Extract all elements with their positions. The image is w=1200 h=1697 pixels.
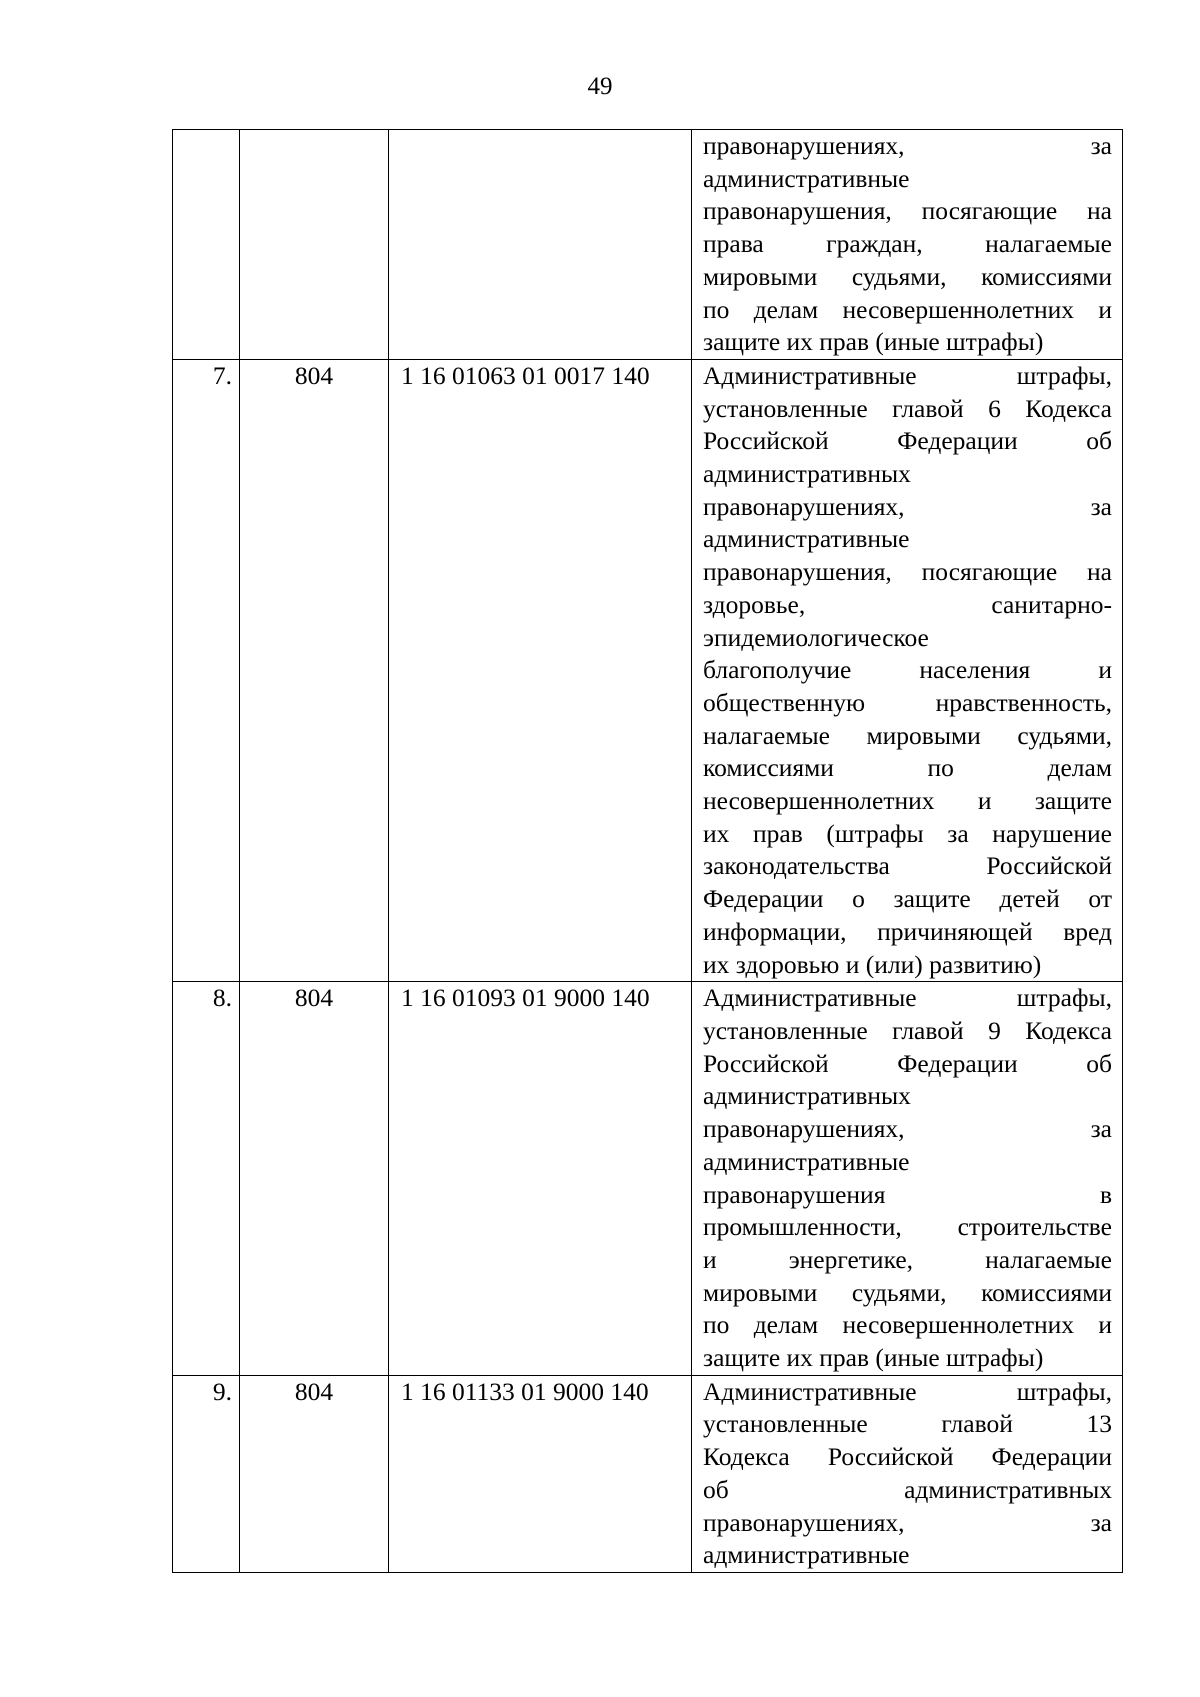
description-line: административные (703, 524, 910, 554)
row-number-cell: 7. (173, 359, 240, 981)
description-cell (692, 982, 1123, 1375)
description-line: правонарушения, посягающие на (703, 196, 1112, 226)
description-line: установленные главой 6 Кодекса (703, 393, 1112, 423)
budget-classification-code-cell (389, 130, 692, 360)
description-line: по делам несовершеннолетних и (703, 1310, 1112, 1340)
row-number-cell: 8. (173, 982, 240, 1375)
description-line: Российской Федерации об (703, 426, 1112, 456)
description-line: правонарушениях, за (703, 491, 1112, 521)
description-line: административных (703, 459, 911, 489)
description-line: Административные штрафы, (703, 360, 1112, 390)
revenue-codes-table (172, 129, 1123, 1573)
administrator-code-cell: 804 (240, 982, 389, 1375)
description-line: по делам несовершеннолетних и (703, 294, 1112, 324)
description-line: установленные главой 9 Кодекса (703, 1015, 1112, 1045)
administrator-code-cell: 804 (240, 359, 389, 981)
description-line: здоровье, санитарно- (703, 589, 1112, 619)
description-line: защите их прав (иные штрафы) (703, 327, 1044, 357)
description-line: административные (703, 1540, 910, 1570)
description-line: административные (703, 1146, 910, 1176)
description-line: правонарушения в (703, 1179, 1112, 1209)
table-body (173, 130, 1123, 1573)
description-line: Кодекса Российской Федерации (703, 1442, 1112, 1472)
description-line: их здоровью и (или) развитию) (703, 949, 1042, 979)
description-cell (692, 359, 1123, 981)
description-line: Административные штрафы, (703, 1376, 1112, 1406)
description-line: их прав (штрафы за нарушение (703, 818, 1112, 848)
description-cell (692, 130, 1123, 360)
description-line: Административные штрафы, (703, 983, 1112, 1013)
page-number: 49 (587, 73, 613, 100)
table-row (173, 130, 1123, 360)
description-line: правонарушениях, за (703, 131, 1112, 160)
description-line: мировыми судьями, комиссиями (703, 261, 1112, 291)
description-line: административные (703, 163, 910, 193)
description-line: правонарушения, посягающие на (703, 557, 1112, 587)
description-line: несовершеннолетних и защите (703, 786, 1112, 816)
description-line: установленные главой 13 (703, 1409, 1112, 1439)
description-line: правонарушениях, за (703, 1507, 1112, 1537)
table-row (173, 982, 1123, 1375)
administrator-code-cell: 804 (240, 1375, 389, 1572)
description-line: комиссиями по делам (703, 753, 1112, 783)
description-line: права граждан, налагаемые (703, 229, 1112, 259)
table-row (173, 1375, 1123, 1572)
description-line: об административных (703, 1474, 1112, 1504)
description-line: эпидемиологическое (703, 622, 929, 652)
description-line: административных (703, 1081, 911, 1111)
row-number-cell (173, 130, 240, 360)
description-line: налагаемые мировыми судьями, (703, 720, 1112, 750)
description-line: общественную нравственность, (703, 687, 1112, 717)
description-line: информации, причиняющей вред (703, 916, 1112, 946)
row-number-cell: 9. (173, 1375, 240, 1572)
description-line: Российской Федерации об (703, 1048, 1112, 1078)
administrator-code-cell (240, 130, 389, 360)
table-row (173, 359, 1123, 981)
description-line: и энергетике, налагаемые (703, 1244, 1112, 1274)
description-line: законодательства Российской (703, 851, 1112, 881)
description-line: Федерации о защите детей от (703, 884, 1112, 914)
description-line: мировыми судьями, комиссиями (703, 1277, 1112, 1307)
description-line: правонарушениях, за (703, 1114, 1112, 1144)
description-line: защите их прав (иные штрафы) (703, 1343, 1044, 1373)
description-cell (692, 1375, 1123, 1572)
budget-classification-code-cell: 1 16 01063 01 0017 140 (389, 359, 692, 981)
budget-classification-code-cell: 1 16 01093 01 9000 140 (389, 982, 692, 1375)
description-line: благополучие населения и (703, 655, 1112, 685)
budget-classification-code-cell: 1 16 01133 01 9000 140 (389, 1375, 692, 1572)
description-line: промышленности, строительстве (703, 1212, 1112, 1242)
